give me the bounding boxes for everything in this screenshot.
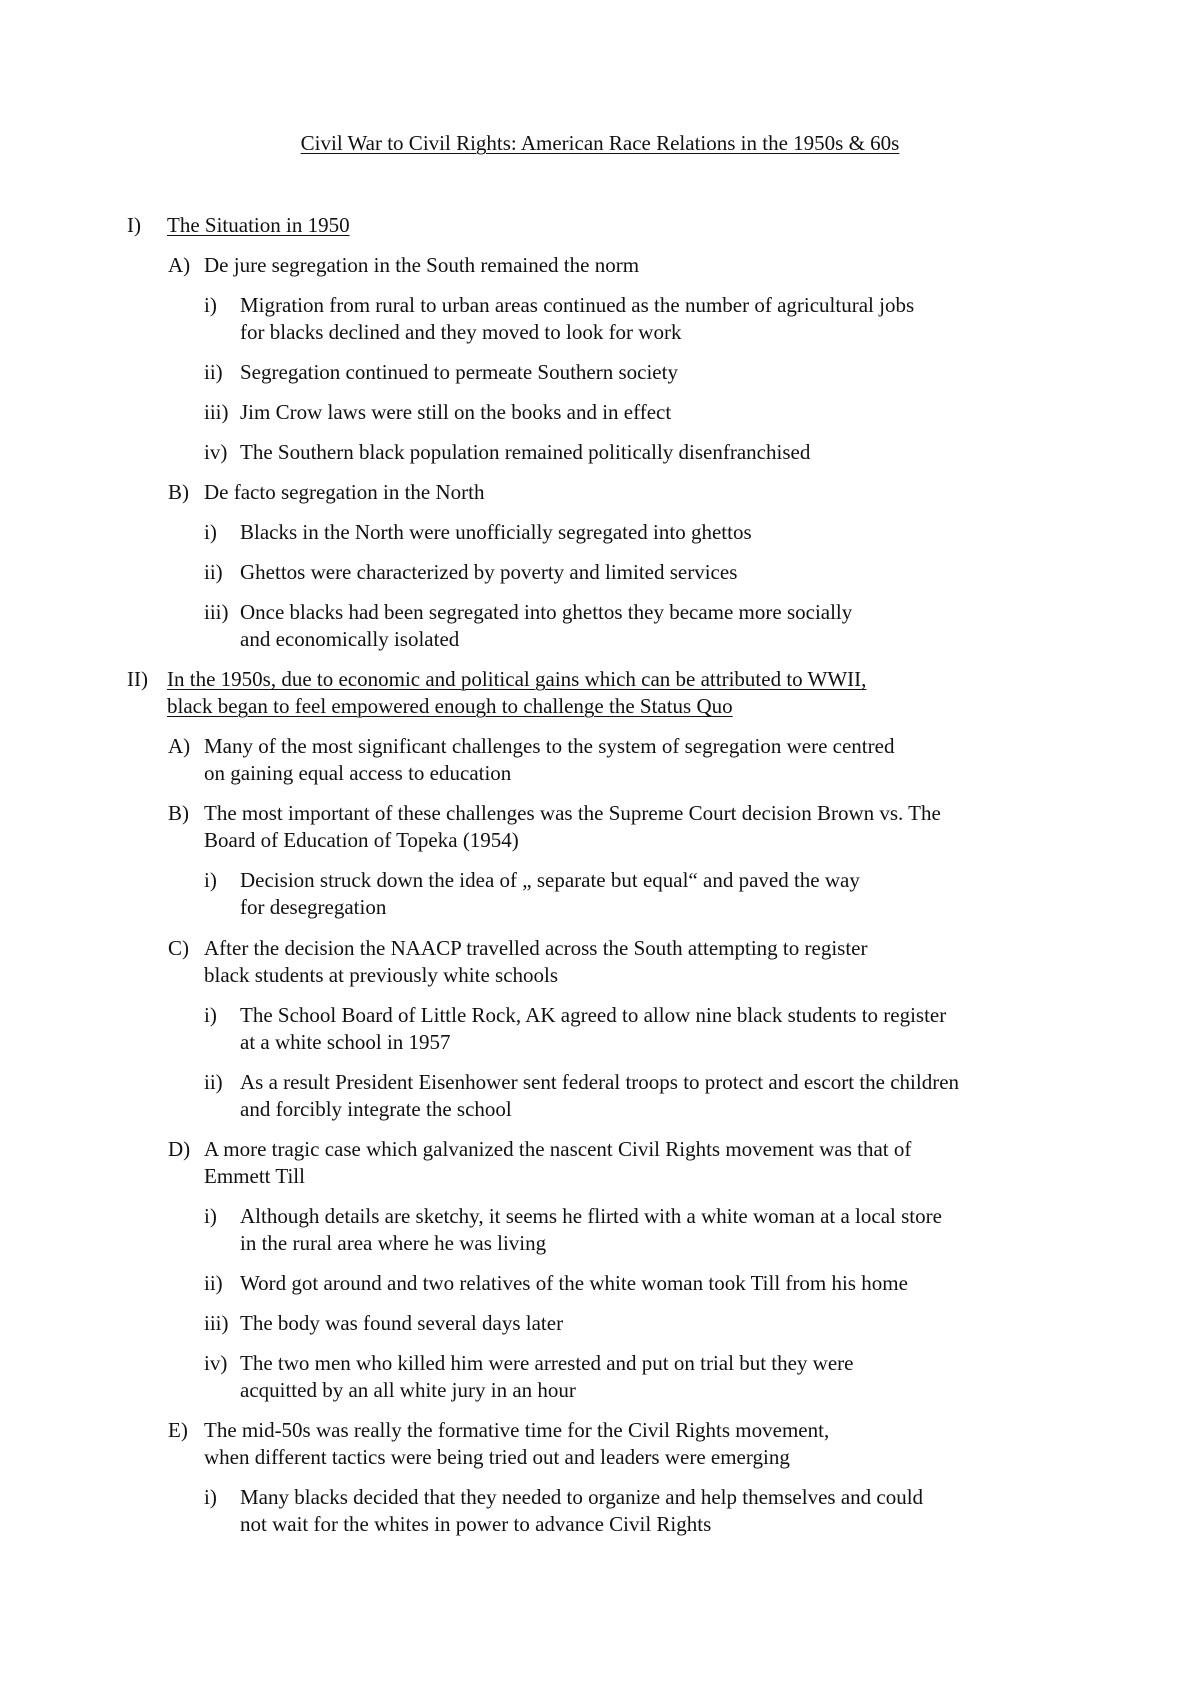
outline-marker: ii): [204, 1271, 223, 1295]
outline-marker: D): [168, 1137, 191, 1161]
outline-marker: B): [168, 480, 189, 504]
outline-point-ii-e-0: [0, 1484, 1200, 1538]
outline-marker: i): [204, 293, 217, 317]
outline-text-line: Migration from rural to urban areas continued as the number of agricultural jobs: [240, 293, 915, 317]
outline-marker: ii): [204, 1070, 223, 1094]
outline-subsection-i-a: [0, 252, 1200, 279]
outline-text-line: Blacks in the North were unofficially segregated into ghettos: [240, 520, 752, 544]
outline-text-line: acquitted by an all white jury in an hour: [240, 1378, 576, 1402]
outline-text-line: black began to feel empowered enough to challenge the Status Quo: [167, 694, 733, 718]
outline-marker: iv): [204, 440, 228, 464]
outline-text-line: and economically isolated: [240, 627, 460, 651]
outline-marker: i): [204, 520, 217, 544]
outline-marker: ii): [204, 360, 223, 384]
outline-text-line: for desegregation: [240, 895, 387, 919]
outline-point-ii-d-3: [0, 1350, 1200, 1404]
outline-text-line: Segregation continued to permeate Southern society: [240, 360, 678, 384]
outline-text-line: in the rural area where he was living: [240, 1231, 547, 1255]
outline-point-i-b-1: [0, 559, 1200, 586]
outline-point-ii-b-0: [0, 867, 1200, 921]
outline-text-line: Many of the most significant challenges to the system of segregation were centred: [204, 734, 895, 758]
outline-text-line: black students at previously white schools: [204, 963, 559, 987]
outline-point-i-a-2: [0, 399, 1200, 426]
outline-point-i-a-3: [0, 439, 1200, 466]
page-title: Civil War to Civil Rights: American Race Relations in the 1950s & 60s: [300, 131, 900, 155]
outline-marker: iii): [204, 600, 229, 624]
outline-text-line: for blacks declined and they moved to look for work: [240, 320, 682, 344]
outline-text-line: on gaining equal access to education: [204, 761, 512, 785]
outline-point-ii-d-2: [0, 1310, 1200, 1337]
outline-text-line: The mid-50s was really the formative time for the Civil Rights movement,: [204, 1418, 830, 1442]
outline-text-line: and forcibly integrate the school: [240, 1097, 512, 1121]
outline-marker: i): [204, 1204, 217, 1228]
outline-marker: C): [168, 936, 189, 960]
outline-point-i-b-0: [0, 519, 1200, 546]
outline-marker: iv): [204, 1351, 228, 1375]
outline-text-line: In the 1950s, due to economic and political gains which can be attributed to WWII,: [167, 667, 867, 691]
outline-text-line: Ghettos were characterized by poverty and limited services: [240, 560, 738, 584]
outline-marker: A): [168, 253, 191, 277]
outline-marker: ii): [204, 560, 223, 584]
outline-marker: I): [127, 213, 141, 237]
outline-marker: A): [168, 734, 191, 758]
outline-text-line: when different tactics were being tried out and leaders were emerging: [204, 1445, 790, 1469]
outline-text-line: The Southern black population remained politically disenfranchised: [240, 440, 811, 464]
outline-text-line: Emmett Till: [204, 1164, 305, 1188]
outline-point-ii-c-0: [0, 1002, 1200, 1056]
outline-point-i-b-2: [0, 599, 1200, 653]
outline-subsection-ii-e: [0, 1417, 1200, 1471]
outline-text-line: at a white school in 1957: [240, 1030, 451, 1054]
outline-subsection-ii-b: [0, 800, 1200, 854]
outline-text-line: De jure segregation in the South remained the norm: [204, 253, 640, 277]
outline-marker: B): [168, 801, 189, 825]
outline-marker: II): [127, 667, 148, 691]
outline-section-i: [0, 212, 1200, 239]
outline-text-line: Decision struck down the idea of „ separate but equal“ and paved the way: [240, 868, 860, 892]
outline-text-line: The most important of these challenges was the Supreme Court decision Brown vs. The: [204, 801, 941, 825]
outline-marker: i): [204, 1003, 217, 1027]
outline-subsection-ii-c: [0, 935, 1200, 989]
outline-point-i-a-0: [0, 292, 1200, 346]
outline-marker: iii): [204, 400, 229, 424]
outline-text-line: Once blacks had been segregated into ghettos they became more socially: [240, 600, 853, 624]
outline-section-ii: [0, 666, 1200, 720]
outline-text-line: A more tragic case which galvanized the nascent Civil Rights movement was that of: [204, 1137, 912, 1161]
outline-subsection-i-b: [0, 479, 1200, 506]
outline-text-line: Many blacks decided that they needed to organize and help themselves and could: [240, 1485, 924, 1509]
outline-text-line: not wait for the whites in power to advance Civil Rights: [240, 1512, 712, 1536]
outline-text-line: As a result President Eisenhower sent federal troops to protect and escort the children: [240, 1070, 960, 1094]
outline-point-ii-c-1: [0, 1069, 1200, 1123]
outline-marker: i): [204, 868, 217, 892]
outline-marker: i): [204, 1485, 217, 1509]
outline-marker: iii): [204, 1311, 229, 1335]
outline-text-line: Jim Crow laws were still on the books and in effect: [240, 400, 672, 424]
outline-text-line: The two men who killed him were arrested and put on trial but they were: [240, 1351, 854, 1375]
outline-text-line: The School Board of Little Rock, AK agreed to allow nine black students to register: [240, 1003, 947, 1027]
outline-subsection-ii-d: [0, 1136, 1200, 1190]
outline-text-line: Word got around and two relatives of the white woman took Till from his home: [240, 1271, 908, 1295]
outline-text-line: After the decision the NAACP travelled across the South attempting to register: [204, 936, 868, 960]
outline-text-line: Board of Education of Topeka (1954): [204, 828, 519, 852]
outline-subsection-ii-a: [0, 733, 1200, 787]
outline-point-ii-d-1: [0, 1270, 1200, 1297]
outline-text-line: The body was found several days later: [240, 1311, 564, 1335]
outline-text-line: Although details are sketchy, it seems he flirted with a white woman at a local store: [240, 1204, 942, 1228]
outline-point-ii-d-0: [0, 1203, 1200, 1257]
outline-text-line: De facto segregation in the North: [204, 480, 485, 504]
outline-text-line: The Situation in 1950: [167, 213, 350, 237]
outline-point-i-a-1: [0, 359, 1200, 386]
outline-marker: E): [168, 1418, 188, 1442]
